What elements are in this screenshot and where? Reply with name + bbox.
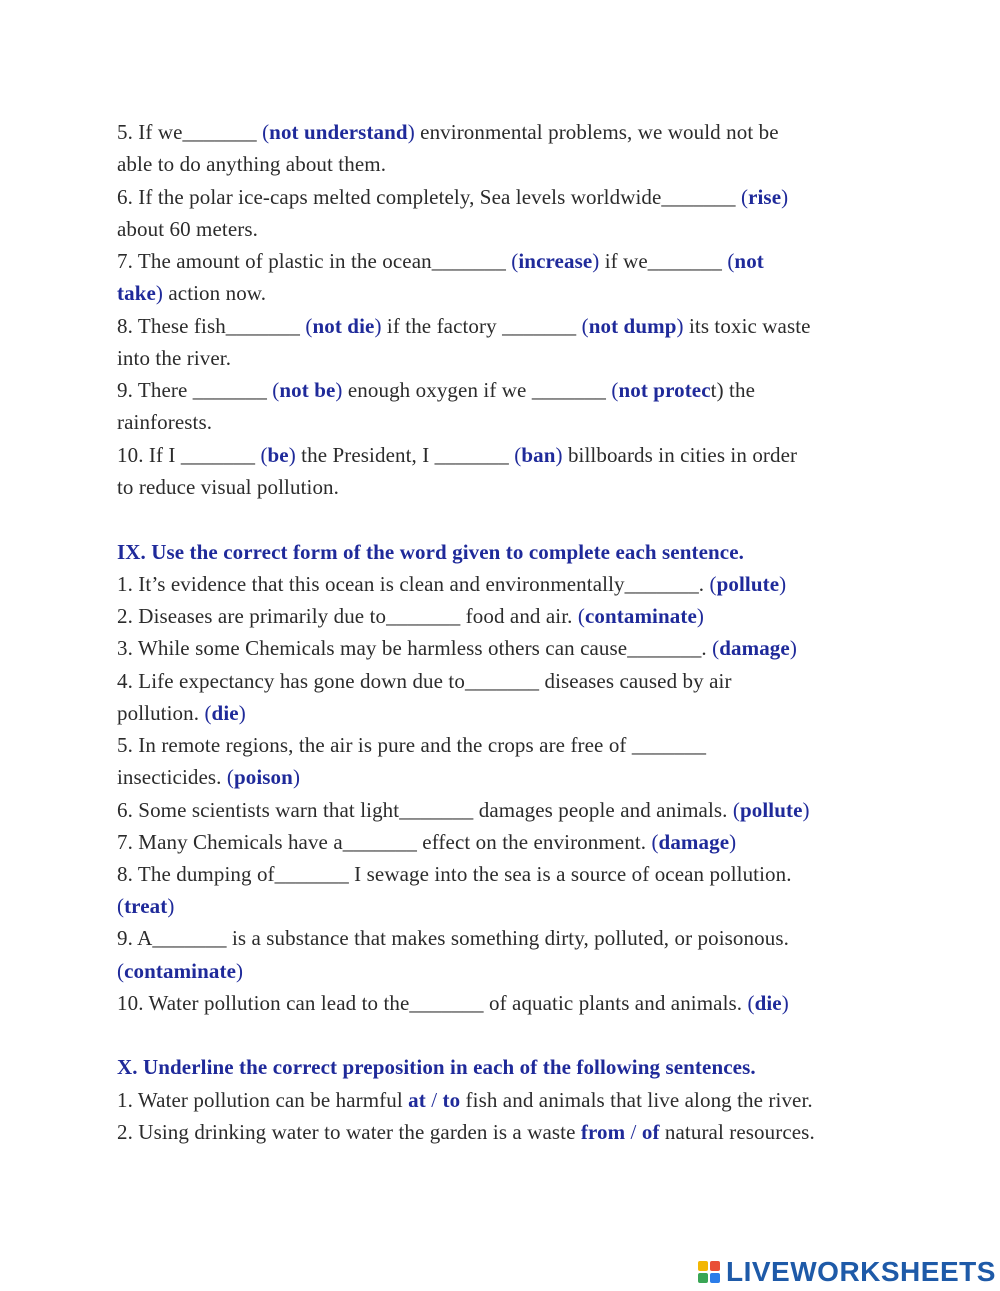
ix-line (117, 922, 789, 954)
keyword: pollute (716, 572, 780, 596)
paren: ) (292, 765, 301, 789)
viii-item-6-line-2 (117, 213, 258, 245)
text: 1. It’s evidence that this ocean is clean and environmentally_______. (117, 572, 710, 596)
paren: ( (651, 830, 659, 854)
paren: ) (789, 636, 797, 660)
ix-line (117, 794, 810, 826)
text: its toxic waste (683, 314, 811, 338)
keyword: increase (518, 249, 593, 273)
keyword: contaminate (584, 604, 697, 628)
ix-line (117, 858, 792, 890)
paren: ) (802, 798, 810, 822)
keyword: pollute (739, 798, 803, 822)
keyword: contaminate (124, 959, 237, 983)
paren: ) (555, 443, 563, 467)
paren: ( (581, 314, 589, 338)
text: to reduce visual pollution. (117, 475, 339, 499)
keyword: not dump (588, 314, 677, 338)
text: natural resources. (659, 1120, 815, 1144)
paren: ) (696, 604, 704, 628)
paren: ( (204, 701, 212, 725)
logo-mark-icon (698, 1261, 720, 1283)
paren: ( (262, 120, 270, 144)
ix-line (117, 987, 789, 1019)
paren: ) (236, 959, 244, 983)
text: billboards in cities in order (562, 443, 798, 467)
text: if we_______ (599, 249, 728, 273)
viii-item-6-line-1 (117, 181, 788, 213)
keyword: damage (719, 636, 790, 660)
viii-item-9-line-2 (117, 406, 212, 438)
paren: ( (272, 378, 280, 402)
viii-item-8-line-1 (117, 310, 811, 342)
text: 9. There _______ (117, 378, 273, 402)
ix-line (117, 665, 732, 697)
paren: ( (611, 378, 619, 402)
paren: ( (712, 636, 720, 660)
keyword: not die (312, 314, 375, 338)
text: 7. Many Chemicals have a_______ effect on the environment. (117, 830, 652, 854)
ix-line (117, 600, 704, 632)
text: insecticides. (117, 765, 227, 789)
keyword: not (734, 249, 764, 273)
ix-line (117, 568, 786, 600)
paren: ) (167, 894, 175, 918)
keyword: be (267, 443, 289, 467)
ix-line (117, 697, 246, 729)
preposition-option[interactable]: at (408, 1088, 426, 1112)
text: 5. In remote regions, the air is pure and the crops are free of _______ (117, 733, 707, 757)
separator: / (425, 1088, 443, 1112)
paren: ) (729, 830, 737, 854)
paren: ( (260, 443, 268, 467)
paren: ( (511, 249, 519, 273)
text: about 60 meters. (117, 217, 258, 241)
paren: ) (335, 378, 343, 402)
separator: / (625, 1120, 642, 1144)
text: 2. Using drinking water to water the garden is a waste (117, 1120, 581, 1144)
viii-item-5-line-2 (117, 148, 386, 180)
keyword: treat (124, 894, 168, 918)
keyword: die (754, 991, 782, 1015)
paren: ) (155, 281, 163, 305)
text: environmental problems, we would not be (414, 120, 779, 144)
text: 4. Life expectancy has gone down due to_______ diseases caused by air (117, 669, 732, 693)
text: t) the (710, 378, 755, 402)
keyword: ban (521, 443, 556, 467)
text: if the factory _______ (381, 314, 582, 338)
section-x-heading: X. Underline the correct preposition in each of the following sentences. (117, 1055, 756, 1079)
text: 5. If we_______ (117, 120, 263, 144)
viii-item-5-line-1 (117, 116, 779, 148)
ix-line (117, 955, 243, 987)
section-ix-heading: IX. Use the correct form of the word given to complete each sentence. (117, 540, 744, 564)
preposition-option[interactable]: of (641, 1120, 660, 1144)
keyword: die (211, 701, 239, 725)
text: 9. A_______ is a substance that makes something dirty, polluted, or poisonous. (117, 926, 789, 950)
text: into the river. (117, 346, 232, 370)
paren: ( (117, 959, 125, 983)
keyword: not be (279, 378, 336, 402)
ix-line (117, 761, 300, 793)
viii-item-8-line-2 (117, 342, 231, 374)
text: able to do anything about them. (117, 152, 387, 176)
paren: ( (709, 572, 717, 596)
paren: ( (740, 185, 749, 209)
text: fish and animals that live along the river. (460, 1088, 813, 1112)
text: 6. If the polar ice-caps melted completely, Sea levels worldwide_______ (117, 185, 741, 209)
paren: ) (238, 701, 246, 725)
paren: ) (407, 120, 415, 144)
ix-line (117, 890, 174, 922)
paren: ( (577, 604, 585, 628)
viii-item-10-line-2 (117, 471, 339, 503)
keyword: damage (658, 830, 730, 854)
text: 6. Some scientists warn that light_______ damages people and animals. (117, 798, 733, 822)
ix-line (117, 632, 797, 664)
paren: ) (781, 991, 789, 1015)
viii-item-7-line-1 (117, 245, 764, 277)
paren: ( (732, 798, 740, 822)
paren: ( (747, 991, 755, 1015)
paren: ) (592, 249, 600, 273)
text: 10. If I _______ (117, 443, 261, 467)
keyword: take (117, 281, 156, 305)
paren: ) (374, 314, 382, 338)
x-item-2 (117, 1116, 815, 1148)
text: the President, I _______ (295, 443, 515, 467)
keyword: not protec (618, 378, 711, 402)
preposition-option[interactable]: to (442, 1088, 461, 1112)
keyword: rise (748, 185, 782, 209)
text: 8. The dumping of_______ I sewage into the sea is a source of ocean pollution. (117, 862, 792, 886)
viii-item-7-line-2 (117, 277, 266, 309)
x-item-1 (117, 1084, 813, 1116)
text: 2. Diseases are primarily due to_______ food and air. (117, 604, 578, 628)
text: 3. While some Chemicals may be harmless others can cause_______. (117, 636, 713, 660)
ix-line (117, 729, 706, 761)
paren: ( (117, 894, 125, 918)
text: enough oxygen if we _______ (342, 378, 612, 402)
text: pollution. (117, 701, 205, 725)
text: 7. The amount of plastic in the ocean_______ (117, 249, 512, 273)
logo-text: LIVEWORKSHEETS (726, 1256, 996, 1287)
paren: ( (514, 443, 522, 467)
keyword: poison (233, 765, 293, 789)
preposition-option[interactable]: from (580, 1120, 626, 1144)
paren: ( (305, 314, 313, 338)
paren: ( (226, 765, 234, 789)
text: 1. Water pollution can be harmful (117, 1088, 409, 1112)
viii-item-9-line-1 (117, 374, 755, 406)
viii-item-10-line-1 (117, 439, 797, 471)
text: action now. (163, 281, 267, 305)
text: 8. These fish_______ (117, 314, 306, 338)
text: 10. Water pollution can lead to the_______ of aquatic plants and animals. (117, 991, 748, 1015)
paren: ) (288, 443, 296, 467)
paren: ) (779, 572, 787, 596)
paren: ) (781, 185, 789, 209)
ix-line (117, 826, 736, 858)
text: rainforests. (117, 410, 213, 434)
paren: ) (676, 314, 684, 338)
liveworksheets-logo (698, 1256, 996, 1288)
paren: ( (727, 249, 735, 273)
keyword: not understand (269, 120, 408, 144)
